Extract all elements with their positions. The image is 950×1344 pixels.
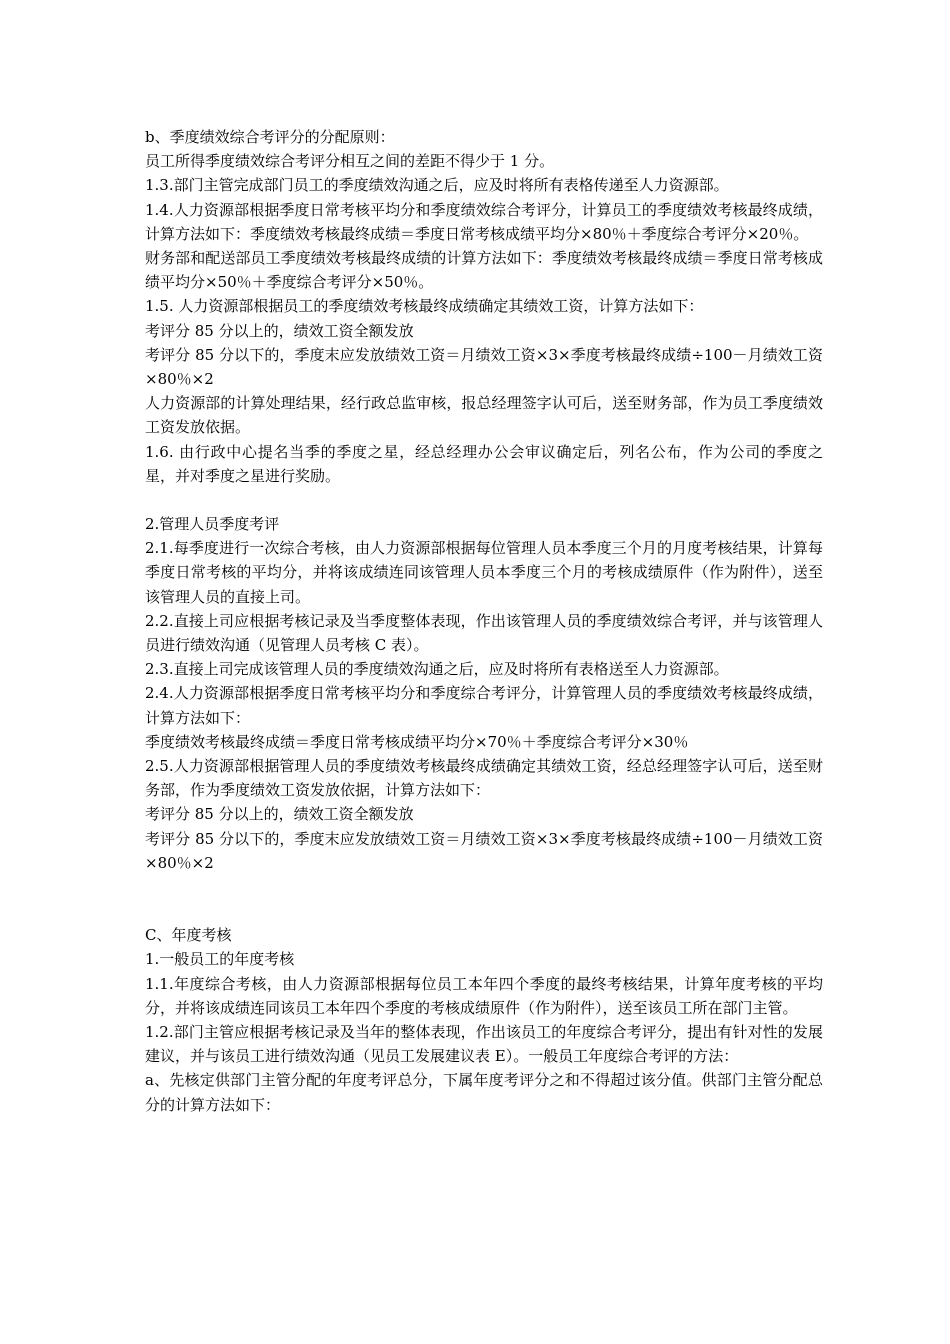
- paragraph-2-4: 2.4.人力资源部根据季度日常考核平均分和季度综合考评分，计算管理人员的季度绩效考核最终成绩，计算方法如下：: [145, 684, 823, 727]
- paragraph-hr-result-approval: 人力资源部的计算处理结果，经行政总监审核，报总经理签字认可后，送至财务部，作为员工季度绩效工资发放依据。: [145, 394, 823, 437]
- paragraph-score-above-85: 考评分 85 分以上的，绩效工资全额发放: [145, 321, 414, 340]
- paragraph-quarter-score-principle-heading: b、季度绩效综合考评分的分配原则：: [145, 128, 395, 146]
- blank-lines: [145, 875, 823, 923]
- blank-line: [145, 488, 823, 512]
- paragraph-manager-score-below-85: 考评分 85 分以下的，季度末应发放绩效工资＝月绩效工资×3×季度考核最终成绩÷100－月绩效工资×80％×2: [145, 829, 823, 872]
- paragraph-annual-1-2: 1.2.部门主管应根据考核记录及当年的整体表现，作出该员工的年度综合考评分，提出有针对性的发展建议，并与该员工进行绩效沟通（见员工发展建议表 E）。一般员工年度综合考评的方法：: [145, 1022, 823, 1066]
- paragraph-annual-a: a、先核定供部门主管分配的年度考评总分，下属年度考评分之和不得超过该分值。供部门主管分配总分的计算方法如下：: [145, 1071, 823, 1114]
- paragraph-manager-score-above-85: 考评分 85 分以上的，绩效工资全额发放: [145, 805, 414, 824]
- section-heading-manager-quarterly: 2.管理人员季度考评: [145, 515, 280, 534]
- paragraph-finance-delivery-formula: 财务部和配送部员工季度绩效考核最终成绩的计算方法如下：季度绩效考核最终成绩＝季度日常考核成绩平均分×50％＋季度综合考评分×50％。: [145, 249, 823, 292]
- paragraph-score-gap-rule: 员工所得季度绩效综合考评分相互之间的差距不得少于 1 分。: [145, 152, 555, 171]
- paragraph-2-3: 2.3.直接上司完成该管理人员的季度绩效沟通之后，应及时将所有表格送至人力资源部。: [145, 660, 729, 679]
- paragraph-2-2: 2.2.直接上司应根据考核记录及当季度整体表现，作出该管理人员的季度绩效综合考评，并与该管理人员进行绩效沟通（见管理人员考核 C 表）。: [145, 611, 823, 655]
- paragraph-1-4: 1.4.人力资源部根据季度日常考核平均分和季度绩效综合考评分，计算员工的季度绩效考核最终成绩，计算方法如下：季度绩效考核最终成绩＝季度日常考核成绩平均分×80％＋季度综合考评分×20％。: [145, 200, 823, 243]
- paragraph-manager-formula: 季度绩效考核最终成绩＝季度日常考核成绩平均分×70％＋季度综合考评分×30％: [145, 732, 689, 751]
- paragraph-1-5: 1.5. 人力资源部根据员工的季度绩效考核最终成绩确定其绩效工资，计算方法如下：: [145, 297, 704, 316]
- section-heading-annual-review: C、年度考核: [145, 926, 232, 945]
- paragraph-annual-1-1: 1.1.年度综合考核，由人力资源部根据每位员工本年四个季度的最终考核结果，计算年度考核的平均分，并将该成绩连同该员工本年四个季度的考核成绩原件（作为附件），送至该员工所在部门主管。: [145, 974, 823, 1017]
- paragraph-2-5: 2.5.人力资源部根据管理人员的季度绩效考核最终成绩确定其绩效工资，经总经理签字认可后，送至财务部，作为季度绩效工资发放依据，计算方法如下：: [145, 757, 823, 800]
- subsection-heading-general-staff-annual: 1.一般员工的年度考核: [145, 950, 295, 969]
- paragraph-1-3: 1.3.部门主管完成部门员工的季度绩效沟通之后，应及时将所有表格传递至人力资源部。: [145, 176, 729, 195]
- paragraph-score-below-85: 考评分 85 分以下的，季度末应发放绩效工资＝月绩效工资×3×季度考核最终成绩÷100－月绩效工资×80％×2: [145, 345, 823, 389]
- document-page: [145, 125, 823, 1117]
- paragraph-2-1: 2.1.每季度进行一次综合考核，由人力资源部根据每位管理人员本季度三个月的月度考核结果，计算每季度日常考核的平均分，并将该成绩连同该管理人员本季度三个月的考核成绩原件（作为附件），送至该管理人员的直接上司。: [145, 539, 823, 606]
- paragraph-1-6: 1.6. 由行政中心提名当季的季度之星，经总经理办公会审议确定后，列名公布，作为公司的季度之星，并对季度之星进行奖励。: [145, 442, 823, 485]
